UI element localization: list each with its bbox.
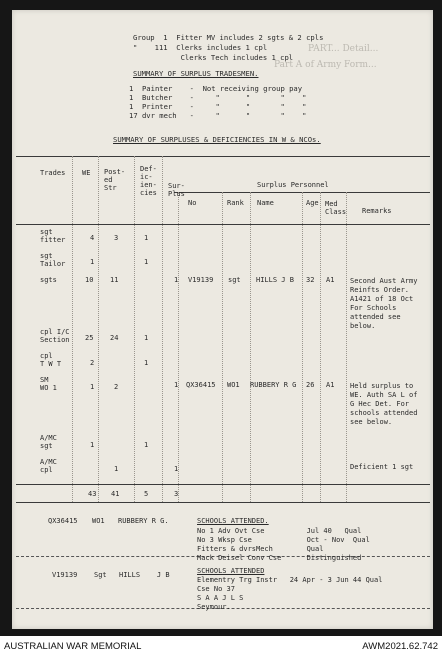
header-med-class: Med Class — [325, 200, 347, 216]
group-line: Group 1 Fitter MV includes 2 sgts & 2 cpls — [133, 33, 324, 42]
header-rank: Rank — [227, 199, 244, 207]
footer-accession-number: AWM2021.62.742 — [362, 641, 438, 652]
surplus-tradesmen-title: SUMMARY OF SURPLUS TRADESMEN. — [133, 69, 259, 78]
school-line: No 3 Wksp Cse Oct - Nov Qual — [197, 536, 370, 544]
school-person-no: V19139 — [52, 571, 78, 579]
header-bottom-rule — [16, 224, 430, 225]
school-person-no: QX36415 — [48, 517, 78, 525]
header-remarks: Remarks — [362, 207, 392, 215]
row-med-class: A1 — [326, 276, 335, 284]
schools-attended-title: SCHOOLS ATTENDED — [197, 567, 265, 575]
summary-title: SUMMARY OF SURPLUSES & DEFICIENCIES IN W & NCOs. — [113, 135, 321, 144]
archive-footer — [0, 640, 442, 653]
totals-top-rule — [16, 484, 430, 485]
row-posted: 1 — [114, 465, 119, 473]
row-posted: 11 — [110, 276, 119, 284]
column-rule — [320, 192, 321, 502]
header-surplus: Sur- Plus — [168, 182, 185, 198]
school-line: Elementry Trg Instr 24 Apr - 3 Jun 44 Qual — [197, 576, 383, 584]
row-surplus: 1 — [174, 276, 179, 284]
document-page — [12, 10, 433, 629]
column-rule — [222, 192, 223, 502]
row-posted: 3 — [114, 234, 119, 242]
row-deficiencies: 1 — [144, 359, 149, 367]
row-age: 26 — [306, 381, 315, 389]
row-trade: sgt fitter — [40, 228, 66, 244]
row-trade: cpl I/C Section — [40, 328, 70, 344]
row-posted: 2 — [114, 383, 119, 391]
row-trade: SM WO 1 — [40, 376, 57, 392]
row-remarks: Held surplus to WE. Auth SA L of G Hec Det. For schools attended see below. — [350, 382, 418, 426]
school-line: Fitters & dvrsMech Qual — [197, 545, 324, 553]
school-person-name: RUBBERY R G. — [118, 517, 169, 525]
column-rule — [302, 192, 303, 502]
total-we: 43 — [88, 490, 97, 498]
table-top-rule — [16, 156, 430, 157]
row-we: 10 — [85, 276, 94, 284]
tradesmen-row: 1 Painter - Not receiving group pay — [129, 84, 303, 93]
row-rank: sgt — [228, 276, 241, 284]
row-deficiencies: 1 — [144, 441, 149, 449]
total-surplus: 3 — [174, 490, 179, 498]
header-no: No — [188, 199, 197, 207]
row-remarks: Deficient 1 sgt — [350, 463, 414, 471]
header-age: Age — [306, 199, 319, 207]
row-we: 1 — [90, 383, 95, 391]
bleed-through-line: Part A of Army Form... — [274, 60, 377, 70]
row-remarks: Second Aust Army Reinfts Order. A1421 of 18 Oct For Schools attended see below. — [350, 277, 418, 330]
school-line: Cse No 37 — [197, 585, 235, 593]
schools-attended-title: SCHOOLS ATTENDED. — [197, 517, 269, 525]
total-posted: 41 — [111, 490, 120, 498]
column-rule — [178, 192, 179, 502]
school-line: Mack Deisel Conv Cse Distinguished — [197, 554, 362, 562]
row-age: 32 — [306, 276, 315, 284]
total-deficiencies: 5 — [144, 490, 149, 498]
row-we: 2 — [90, 359, 95, 367]
row-trade: sgt Tailor — [40, 252, 66, 268]
tradesmen-row: 1 Butcher - " " " " — [129, 93, 307, 102]
row-trade: A/MC cpl — [40, 458, 57, 474]
row-no: V19139 — [188, 276, 214, 284]
row-trade: cpl T W T — [40, 352, 62, 368]
totals-bottom-rule — [16, 502, 430, 503]
group-line: " 111 Clerks includes 1 cpl — [133, 43, 268, 52]
row-name: RUBBERY R G — [250, 381, 297, 389]
bleed-through-line: PART... Detail... — [308, 44, 379, 54]
row-surplus: 1 — [174, 465, 179, 473]
school-line: Seymour. — [197, 603, 231, 611]
row-posted: 24 — [110, 334, 119, 342]
school-line: S A A J L S — [197, 594, 244, 602]
header-surplus-personnel: Surplus Personnel — [257, 181, 329, 189]
column-rule — [162, 156, 163, 502]
row-no: QX36415 — [186, 381, 216, 389]
tradesmen-row: 1 Printer - " " " " — [129, 102, 307, 111]
column-rule — [134, 156, 135, 502]
school-person-rank: WO1 — [92, 517, 105, 525]
header-posted-str: Post- ed Str — [104, 168, 126, 192]
row-deficiencies: 1 — [144, 234, 149, 242]
group-line: Clerks Tech includes 1 cpl — [133, 53, 294, 62]
row-surplus: 1 — [174, 381, 179, 389]
school-person-rank: Sgt — [94, 571, 107, 579]
row-we: 25 — [85, 334, 94, 342]
header-deficiencies: Def- ic- ien- cies — [140, 165, 157, 197]
row-deficiencies: 1 — [144, 258, 149, 266]
header-name: Name — [257, 199, 274, 207]
column-rule — [72, 156, 73, 502]
school-person-name: HILLS J B — [119, 571, 170, 579]
row-trade: sgts — [40, 276, 57, 284]
tradesmen-row: 17 dvr mech - " " " " — [129, 111, 307, 120]
column-rule — [346, 192, 347, 502]
row-med-class: A1 — [326, 381, 335, 389]
row-we: 4 — [90, 234, 95, 242]
row-name: HILLS J B — [256, 276, 294, 284]
row-trade: A/MC sgt — [40, 434, 57, 450]
school-line: No 1 Adv Ovt Cse Jul 40 Qual — [197, 527, 362, 535]
row-we: 1 — [90, 258, 95, 266]
column-rule — [250, 192, 251, 502]
header-we: WE — [82, 169, 91, 177]
column-rule — [98, 156, 99, 502]
row-we: 1 — [90, 441, 95, 449]
row-rank: WO1 — [227, 381, 240, 389]
row-deficiencies: 1 — [144, 334, 149, 342]
header-trades: Trades — [40, 169, 66, 177]
footer-institution: AUSTRALIAN WAR MEMORIAL — [4, 641, 142, 652]
